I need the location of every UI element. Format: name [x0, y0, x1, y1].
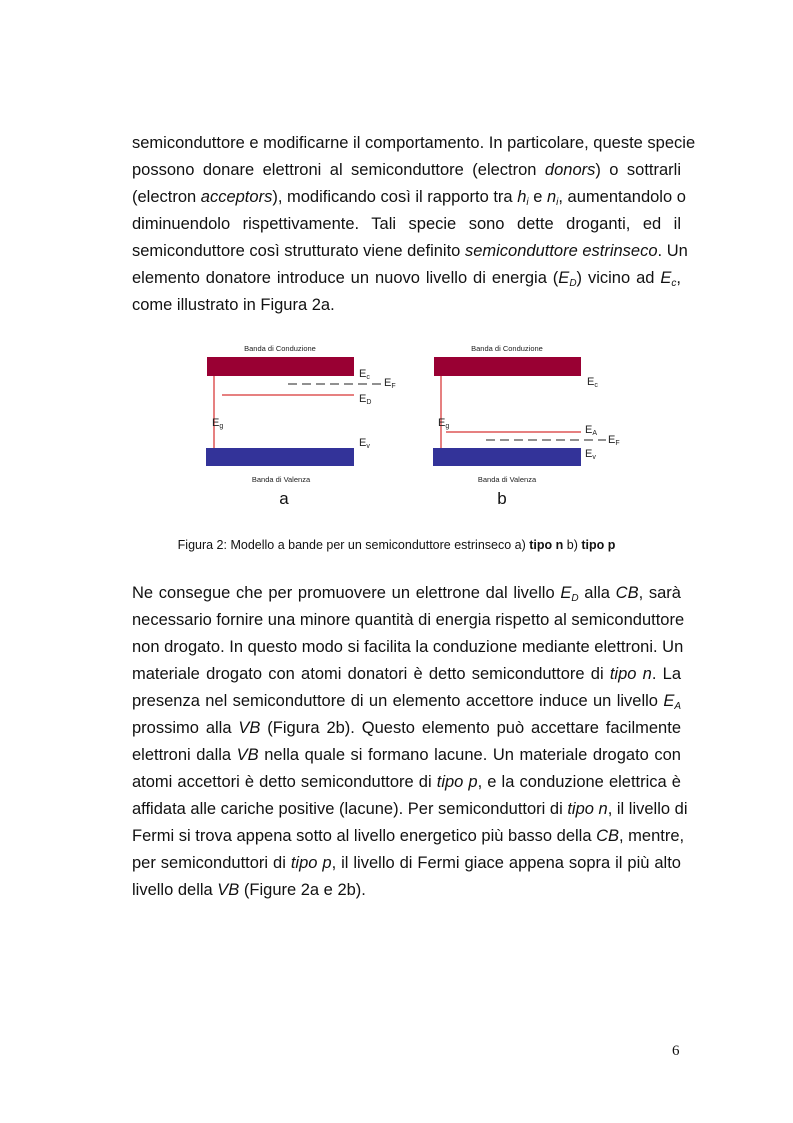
valence-band-b — [433, 448, 581, 466]
figure-caption: Figura 2: Modello a bande per un semiconduttore estrinseco a) tipo n b) tipo p — [177, 538, 616, 552]
text-line: necessario fornire una minore quantità di energia rispetto al semiconduttore — [132, 611, 685, 629]
valence-band-label-a: Banda di Valenza — [251, 475, 311, 484]
valence-band-label-b: Banda di Valenza — [477, 475, 537, 484]
ef-label-a: EF — [384, 377, 396, 390]
ec-label-b: Ec — [587, 376, 598, 389]
conduction-band-label-b: Banda di Conduzione — [471, 344, 543, 353]
page-number: 6 — [672, 1043, 680, 1059]
ev-label-a: Ev — [359, 437, 370, 450]
text-line: affidata alle cariche positive (lacune). Per semiconduttori di tipo n, il livello di — [132, 800, 688, 818]
text-line: livello della VB (Figure 2a e 2b). — [132, 881, 366, 899]
text-line: per semiconduttori di tipo p, il livello di Fermi giace appena sopra il più alto — [132, 854, 681, 872]
ef-label-b: EF — [608, 434, 620, 447]
text-line: elemento donatore introduce un nuovo livello di energia $(E_D)$ vicino ad $E_c$, — [132, 269, 681, 289]
eg-label-b: Eg — [438, 417, 450, 430]
text-line: (electron acceptors), modificando così il rapporto tra $h_i$ e $n_i$, aumentandolo o — [132, 188, 686, 208]
text-line: prossimo alla VB (Figura 2b). Questo elemento può accettare facilmente — [132, 719, 681, 737]
eg-label-a: Eg — [212, 417, 224, 430]
text-line: presenza nel semiconduttore di un elemento accettore induce un livello $E_A$ — [132, 692, 681, 712]
conduction-band-label-a: Banda di Conduzione — [244, 344, 316, 353]
conduction-band-b — [434, 357, 581, 376]
text-line: atomi accettori è detto semiconduttore di tipo p, e la conduzione elettrica è — [132, 773, 681, 791]
ed-label-a: ED — [359, 393, 372, 406]
valence-band-a — [206, 448, 354, 466]
ec-label-a: Ec — [359, 368, 370, 381]
paragraph-2 — [132, 580, 688, 904]
text-line: non drogato. In questo modo si facilita la conduzione mediante elettroni. Un — [132, 638, 684, 656]
text-line: Fermi si trova appena sotto al livello energetico più basso della CB, mentre, — [132, 827, 685, 845]
paragraph-1 — [132, 130, 696, 319]
text-line: possono donare elettroni al semiconduttore (electron donors) o sottrarli — [132, 161, 682, 179]
text-line: Ne consegue che per promuovere un elettrone dal livello $E_D$ alla CB, sarà — [132, 584, 681, 604]
panel-letter-a: a — [279, 489, 289, 508]
conduction-band-a — [207, 357, 354, 376]
text-line: come illustrato in Figura 2a. — [132, 296, 335, 314]
ev-label-b: Ev — [585, 448, 596, 461]
text-line: semiconduttore così strutturato viene definito semiconduttore estrinseco. Un — [132, 242, 688, 260]
text-line: materiale drogato con atomi donatori è detto semiconduttore di tipo n. La — [132, 665, 681, 683]
text-line: elettroni dalla VB nella quale si formano lacune. Un materiale drogato con — [132, 746, 681, 764]
text-line: diminuendolo rispettivamente. Tali specie sono dette droganti, ed il — [132, 215, 681, 233]
panel-letter-b: b — [497, 489, 507, 508]
text-line: semiconduttore e modificarne il comportamento. In particolare, queste specie — [132, 134, 696, 152]
ea-label-b: EA — [585, 424, 598, 437]
band-diagram-figure — [195, 338, 625, 518]
band-diagram-svg — [195, 338, 625, 518]
